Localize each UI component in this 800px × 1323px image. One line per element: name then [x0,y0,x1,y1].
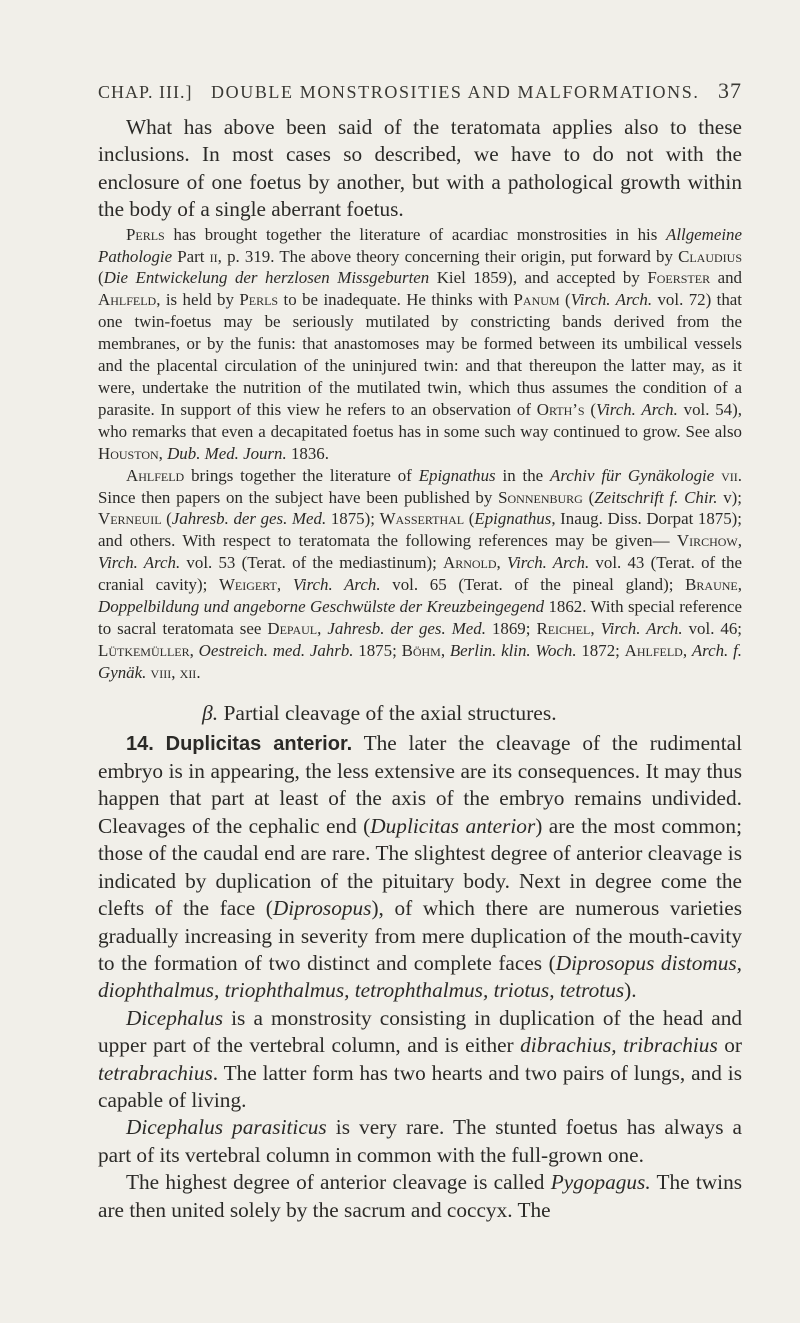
running-head [98,78,742,114]
page-number: 37 [718,78,742,103]
note-ahlfeld: Ahlfeld brings together the literature of Epignathus in the Archiv für Gynäkologie vii. Since then papers on the subject have been published by Sonnenburg (Zeitschrift f. Chir. v); Verneuil (Jahresb. der ges. Med. 1875); Wasserthal (Epignathus, Inaug. Diss. Dorpat 1875); and others. With respect to teratomata the following references may be given— Virchow, Virch. Arch. vol. 53 (Terat. of the mediastinum); Arnold, Virch. Arch. vol. 43 (Terat. of the cranial cavity); Weigert, Virch. Arch. vol. 65 (Terat. of the pineal gland); Braune, Doppelbildung und angeborne Geschwülste der Kreuzbeingegend 1862. With special reference to sacral teratomata see Depaul, Jahresb. der ges. Med. 1869; Reichel, Virch. Arch. vol. 46; Lütkemüller, Oestreich. med. Jahrb. 1875; Böhm, Berlin. klin. Woch. 1872; Ahlfeld, Arch. f. Gynäk. viii, xii. [98,465,743,682]
main-text [98,730,742,1224]
running-title: DOUBLE MONSTROSITIES AND MALFORMATIONS. [211,82,700,102]
paragraph-dicephalus: Dicephalus is a monstrosity consisting in duplication of the head and upper part of the vertebral column, and is either dibrachius, tribrachius or tetrabrachius. The latter form has two hearts and two pairs of lungs, and is capable of living. [98,1005,742,1112]
paragraph-term: Duplicitas anterior. [165,732,353,755]
paragraph-duplicitas-anterior: 14. Duplicitas anterior. The later the cleavage of the rudimental embryo is in appearing, the less extensive are its consequences. It may thus happen that part at least of the axis of the embryo remains undivided. Cleavages of the cephalic end (Duplicitas anterior) are the most common; those of the caudal end are rare. The slightest degree of anterior cleavage is indicated by duplication of the pituitary body. Next in degree come the clefts of the face (Diprosopus), of which there are numerous varieties gradually increasing in severity from mere duplication of the mouth-cavity to the formation of two distinct and complete faces (Diprosopus distomus, diophthalmus, triophthalmus, tetrophthalmus, triotus, tetrotus). [98,730,742,1003]
intro-paragraph: What has above been said of the teratomata applies also to these inclusions. In most cases so described, we have to do not with the enclosure of one foetus by another, but with a pathological growth within the body of a single aberrant foetus. [98,115,742,222]
paragraph-dicephalus-parasiticus: Dicephalus parasiticus is very rare. The stunted foetus has always a part of its vertebral column in common with the full-grown one. [98,1115,742,1167]
section-heading [98,698,742,728]
section-title: Partial cleavage of the axial structures. [223,700,557,725]
paragraph-pygopagus: The highest degree of anterior cleavage is called Pygopagus. The twins are then united solely by the sacrum and coccyx. The [98,1170,743,1222]
chapter-label: CHAP. III.] [98,82,193,102]
paragraph-number: 14. [126,732,154,755]
note-perls: Perls has brought together the literature of acardiac monstrosities in his Allgemeine Pathologie Part ii, p. 319. The above theory concerning their origin, put forward by Claudius (Die Entwickelung der herzlosen Missgeburten Kiel 1859), and accepted by Foerster and Ahlfeld, is held by Perls to be inadequate. He thinks with Panum (Virch. Arch. vol. 72) that one twin-foetus may be seriously mutilated by constricting bands derived from the membranes, or by the funis: that anastomoses may be formed between its umbilical vessels and the placental circulation of the uninjured twin: and that thereupon the latter may, as it were, undertake the nutrition of the mutilated twin, which thus assumes the condition of a parasite. In support of this view he refers to an observation of Orth’s (Virch. Arch. vol. 54), who remarks that even a decapitated foetus has in some such way continued to grow. See also Houston, Dub. Med. Journ. 1836. [98,224,742,463]
small-print-notes [98,224,742,684]
section-symbol: β. [202,700,219,725]
